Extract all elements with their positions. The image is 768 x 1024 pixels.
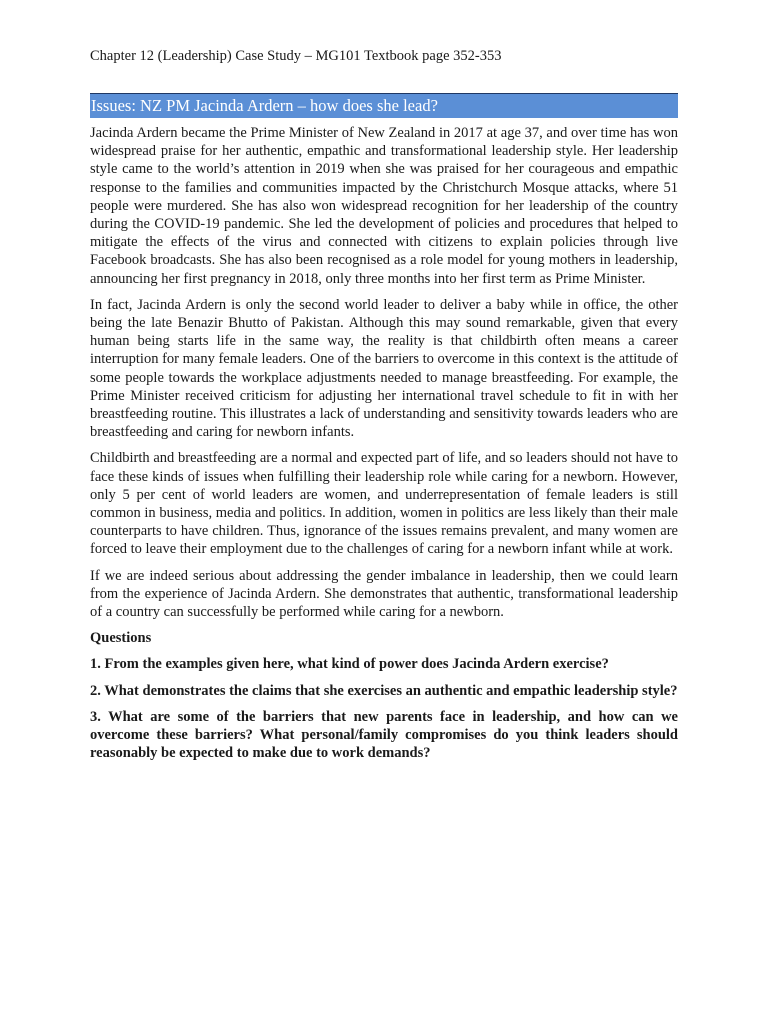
paragraph-4: If we are indeed serious about addressing the gender imbalance in leadership, then we could learn from the experience of Jacinda Ardern. She demonstrates that authentic, transformational leadership of a country can successfully be performed while caring for a newborn. <box>90 567 678 621</box>
questions-heading: Questions <box>90 630 152 647</box>
paragraph-3: Childbirth and breastfeeding are a normal and expected part of life, and so leaders should not have to face these kinds of issues when fulfilling their leadership role while caring for a newborn. However, only 5 per cent of world leaders are women, and underrepresentation of female leaders is still common in business, media and politics. In addition, women in politics are less likely than their male counterparts to have children. Thus, ignorance of the issues remains prevalent, and many women are forced to leave their employment due to the challenges of caring for a newborn infant while at work. <box>90 450 678 558</box>
paragraph-2: In fact, Jacinda Ardern is only the second world leader to deliver a baby while in office, the other being the late Benazir Bhutto of Pakistan. Although this may sound remarkable, given that every human being starts life in the same way, the reality is that childbirth often means a career interruption for many female leaders. One of the barriers to overcome in this context is the attitude of some people towards the workplace adjustments needed to manage breastfeeding. For example, the Prime Minister received criticism for adjusting her international travel schedule to fit in with her breastfeeding routine. This illustrates a lack of understanding and sensitivity towards leaders who are breastfeeding and caring for newborn infants. <box>90 296 678 441</box>
question-1: 1. From the examples given here, what kind of power does Jacinda Ardern exercise? <box>90 656 609 673</box>
questions-section <box>90 629 678 762</box>
case-study-body <box>90 124 678 771</box>
paragraph-1: Jacinda Ardern became the Prime Minister of New Zealand in 2017 at age 37, and over time has won widespread praise for her authentic, empathic and transformational leadership style. Her leadership style came to the world’s attention in 2019 when she was praised for her courageous and empathic response to the families and communities impacted by the Christchurch Mosque attacks, where 51 people were murdered. She has also won widespread recognition for her leadership of the country during the COVID-19 pandemic. She led the development of policies and procedures that helped to mitigate the effects of the virus and connected with citizens to explain policies through live Facebook broadcasts. She has also been recognised as a role model for young mothers in leadership, announcing her first pregnancy in 2018, only three months into her first term as Prime Minister. <box>90 125 678 287</box>
question-2: 2. What demonstrates the claims that she exercises an authentic and empathic leadership style? <box>90 682 678 699</box>
section-title-banner: Issues: NZ PM Jacinda Ardern – how does she lead? <box>90 93 678 118</box>
question-3: 3. What are some of the barriers that new parents face in leadership, and how can we overcome these barriers? What personal/family compromises do you think leaders should reasonably be expected to make due to work demands? <box>90 708 678 762</box>
running-header: Chapter 12 (Leadership) Case Study – MG101 Textbook page 352-353 <box>90 48 502 64</box>
